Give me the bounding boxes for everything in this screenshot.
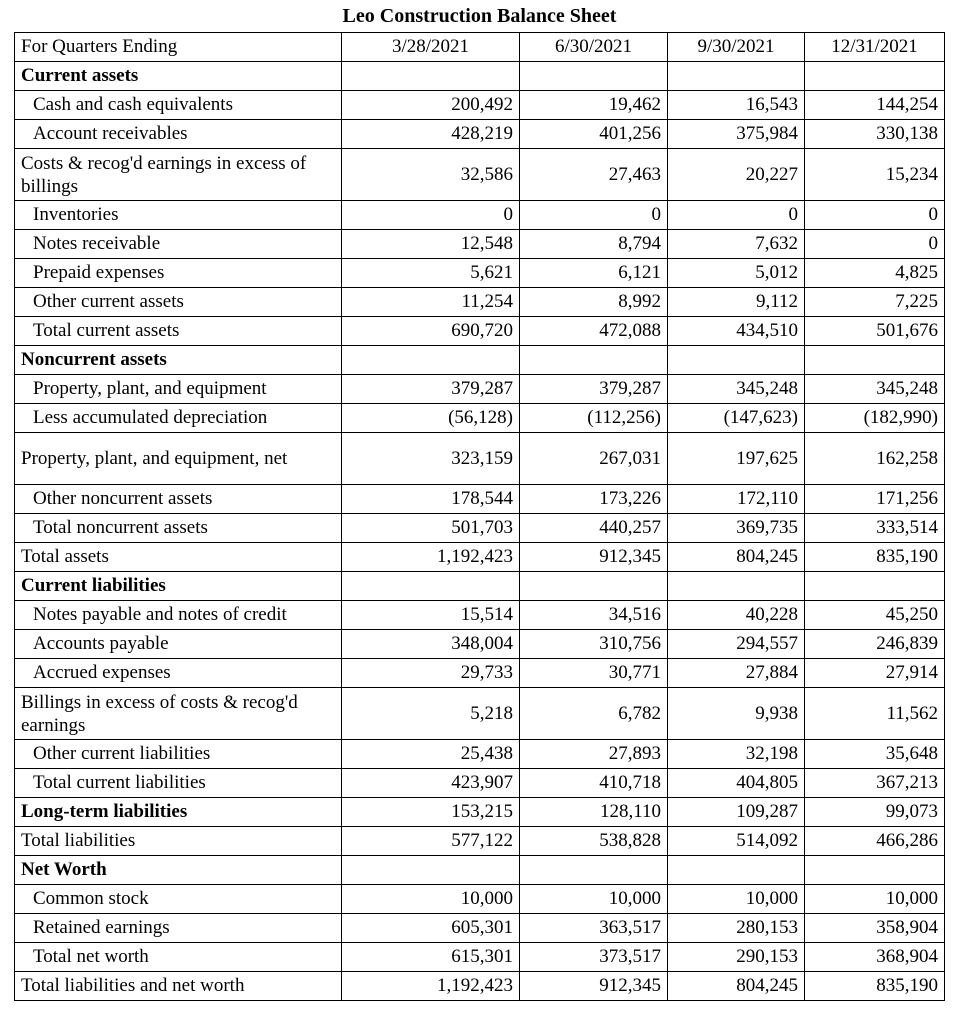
empty-cell — [805, 856, 945, 885]
empty-cell — [342, 62, 520, 91]
value-cell: 368,904 — [805, 943, 945, 972]
table-row — [15, 120, 945, 149]
table-row — [15, 375, 945, 404]
empty-cell — [668, 856, 805, 885]
empty-cell — [520, 346, 668, 375]
value-cell: 0 — [668, 201, 805, 230]
row-label: Other noncurrent assets — [15, 485, 342, 514]
empty-cell — [668, 62, 805, 91]
row-label: Total liabilities — [15, 827, 342, 856]
value-cell: 10,000 — [342, 885, 520, 914]
table-row — [15, 827, 945, 856]
value-cell: 15,514 — [342, 601, 520, 630]
table-row — [15, 769, 945, 798]
value-cell: 7,225 — [805, 288, 945, 317]
section-header-row — [15, 346, 945, 375]
value-cell: 290,153 — [668, 943, 805, 972]
value-cell: 34,516 — [520, 601, 668, 630]
value-cell: 173,226 — [520, 485, 668, 514]
value-cell: 6,121 — [520, 259, 668, 288]
row-label: Retained earnings — [15, 914, 342, 943]
empty-cell — [520, 62, 668, 91]
value-cell: 27,914 — [805, 659, 945, 688]
value-cell: 538,828 — [520, 827, 668, 856]
empty-cell — [520, 856, 668, 885]
value-cell: 348,004 — [342, 630, 520, 659]
row-label: Other current liabilities — [15, 740, 342, 769]
value-cell: (112,256) — [520, 404, 668, 433]
value-cell: 367,213 — [805, 769, 945, 798]
value-cell: 197,625 — [668, 433, 805, 485]
row-label: Prepaid expenses — [15, 259, 342, 288]
value-cell: 40,228 — [668, 601, 805, 630]
value-cell: 27,463 — [520, 149, 668, 201]
empty-cell — [342, 856, 520, 885]
value-cell: 379,287 — [520, 375, 668, 404]
value-cell: 9,938 — [668, 688, 805, 740]
table-row — [15, 514, 945, 543]
table-row — [15, 885, 945, 914]
row-label: Accrued expenses — [15, 659, 342, 688]
row-label: Total noncurrent assets — [15, 514, 342, 543]
value-cell: 4,825 — [805, 259, 945, 288]
value-cell: (56,128) — [342, 404, 520, 433]
value-cell: 345,248 — [805, 375, 945, 404]
row-label: Less accumulated depreciation — [15, 404, 342, 433]
value-cell: 577,122 — [342, 827, 520, 856]
value-cell: 428,219 — [342, 120, 520, 149]
row-label: Notes payable and notes of credit — [15, 601, 342, 630]
value-cell: 5,621 — [342, 259, 520, 288]
value-cell: 401,256 — [520, 120, 668, 149]
table-row — [15, 201, 945, 230]
value-cell: 434,510 — [668, 317, 805, 346]
section-label: Current liabilities — [15, 572, 342, 601]
value-cell: 29,733 — [342, 659, 520, 688]
table-row — [15, 317, 945, 346]
table-row — [15, 972, 945, 1001]
header-row — [15, 33, 945, 62]
table-row — [15, 259, 945, 288]
table-row — [15, 485, 945, 514]
value-cell: 345,248 — [668, 375, 805, 404]
value-cell: 11,562 — [805, 688, 945, 740]
value-cell: 373,517 — [520, 943, 668, 972]
table-row — [15, 943, 945, 972]
row-label: Property, plant, and equipment — [15, 375, 342, 404]
value-cell: 912,345 — [520, 543, 668, 572]
value-cell: 466,286 — [805, 827, 945, 856]
table-row — [15, 601, 945, 630]
value-cell: 323,159 — [342, 433, 520, 485]
value-cell: 99,073 — [805, 798, 945, 827]
table-row — [15, 288, 945, 317]
value-cell: 8,992 — [520, 288, 668, 317]
empty-cell — [668, 572, 805, 601]
row-label-wrapped: Billings in excess of costs & recog'd earnings — [15, 688, 342, 740]
table-row — [15, 91, 945, 120]
value-cell: 267,031 — [520, 433, 668, 485]
value-cell: 32,586 — [342, 149, 520, 201]
row-label: Common stock — [15, 885, 342, 914]
section-header-row — [15, 572, 945, 601]
value-cell: 501,703 — [342, 514, 520, 543]
value-cell: 615,301 — [342, 943, 520, 972]
value-cell: 0 — [520, 201, 668, 230]
row-label: Notes receivable — [15, 230, 342, 259]
empty-cell — [805, 62, 945, 91]
balance-sheet-table — [14, 32, 945, 1001]
row-label: Total liabilities and net worth — [15, 972, 342, 1001]
value-cell: 27,884 — [668, 659, 805, 688]
empty-cell — [342, 572, 520, 601]
value-cell: 5,218 — [342, 688, 520, 740]
value-cell: 690,720 — [342, 317, 520, 346]
value-cell: 246,839 — [805, 630, 945, 659]
row-label: Total current liabilities — [15, 769, 342, 798]
table-row — [15, 433, 945, 485]
row-label: Total net worth — [15, 943, 342, 972]
table-row — [15, 740, 945, 769]
section-header-row — [15, 856, 945, 885]
value-cell: 162,258 — [805, 433, 945, 485]
value-cell: 7,632 — [668, 230, 805, 259]
table-row — [15, 230, 945, 259]
section-label: Long-term liabilities — [15, 798, 342, 827]
value-cell: 605,301 — [342, 914, 520, 943]
value-cell: 10,000 — [520, 885, 668, 914]
value-cell: 310,756 — [520, 630, 668, 659]
header-label: For Quarters Ending — [15, 33, 342, 62]
value-cell: 25,438 — [342, 740, 520, 769]
value-cell: (147,623) — [668, 404, 805, 433]
value-cell: (182,990) — [805, 404, 945, 433]
value-cell: 472,088 — [520, 317, 668, 346]
value-cell: 109,287 — [668, 798, 805, 827]
value-cell: 1,192,423 — [342, 972, 520, 1001]
empty-cell — [668, 346, 805, 375]
row-label-wrapped: Costs & recog'd earnings in excess of billings — [15, 149, 342, 201]
value-cell: 514,092 — [668, 827, 805, 856]
value-cell: 375,984 — [668, 120, 805, 149]
section-header-row — [15, 62, 945, 91]
section-label: Current assets — [15, 62, 342, 91]
value-cell: 835,190 — [805, 972, 945, 1001]
header-date: 9/30/2021 — [668, 33, 805, 62]
value-cell: 15,234 — [805, 149, 945, 201]
value-cell: 501,676 — [805, 317, 945, 346]
value-cell: 35,648 — [805, 740, 945, 769]
value-cell: 280,153 — [668, 914, 805, 943]
value-cell: 16,543 — [668, 91, 805, 120]
value-cell: 0 — [342, 201, 520, 230]
value-cell: 172,110 — [668, 485, 805, 514]
value-cell: 30,771 — [520, 659, 668, 688]
table-row — [15, 543, 945, 572]
row-label: Cash and cash equivalents — [15, 91, 342, 120]
header-date: 3/28/2021 — [342, 33, 520, 62]
table-row — [15, 914, 945, 943]
header-date: 12/31/2021 — [805, 33, 945, 62]
table-row — [15, 404, 945, 433]
sheet-title: Leo Construction Balance Sheet — [342, 5, 617, 27]
value-cell: 404,805 — [668, 769, 805, 798]
value-cell: 294,557 — [668, 630, 805, 659]
value-cell: 410,718 — [520, 769, 668, 798]
value-cell: 6,782 — [520, 688, 668, 740]
value-cell: 171,256 — [805, 485, 945, 514]
value-cell: 333,514 — [805, 514, 945, 543]
value-cell: 379,287 — [342, 375, 520, 404]
empty-cell — [342, 346, 520, 375]
value-cell: 12,548 — [342, 230, 520, 259]
row-label: Accounts payable — [15, 630, 342, 659]
value-cell: 8,794 — [520, 230, 668, 259]
section-label: Noncurrent assets — [15, 346, 342, 375]
value-cell: 369,735 — [668, 514, 805, 543]
value-cell: 835,190 — [805, 543, 945, 572]
row-label: Other current assets — [15, 288, 342, 317]
value-cell: 10,000 — [668, 885, 805, 914]
row-label: Total assets — [15, 543, 342, 572]
value-cell: 178,544 — [342, 485, 520, 514]
empty-cell — [805, 346, 945, 375]
value-cell: 330,138 — [805, 120, 945, 149]
value-cell: 912,345 — [520, 972, 668, 1001]
value-cell: 423,907 — [342, 769, 520, 798]
value-cell: 45,250 — [805, 601, 945, 630]
section-label: Net Worth — [15, 856, 342, 885]
value-cell: 440,257 — [520, 514, 668, 543]
value-cell: 32,198 — [668, 740, 805, 769]
value-cell: 11,254 — [342, 288, 520, 317]
table-row — [15, 798, 945, 827]
value-cell: 27,893 — [520, 740, 668, 769]
table-row — [15, 149, 945, 201]
table-row — [15, 659, 945, 688]
table-row — [15, 688, 945, 740]
row-label-wrapped: Property, plant, and equipment, net — [15, 433, 342, 485]
value-cell: 1,192,423 — [342, 543, 520, 572]
row-label: Total current assets — [15, 317, 342, 346]
empty-cell — [805, 572, 945, 601]
value-cell: 0 — [805, 230, 945, 259]
value-cell: 0 — [805, 201, 945, 230]
value-cell: 358,904 — [805, 914, 945, 943]
value-cell: 20,227 — [668, 149, 805, 201]
value-cell: 19,462 — [520, 91, 668, 120]
empty-cell — [520, 572, 668, 601]
row-label: Inventories — [15, 201, 342, 230]
value-cell: 128,110 — [520, 798, 668, 827]
header-date: 6/30/2021 — [520, 33, 668, 62]
value-cell: 5,012 — [668, 259, 805, 288]
table-row — [15, 630, 945, 659]
value-cell: 9,112 — [668, 288, 805, 317]
value-cell: 200,492 — [342, 91, 520, 120]
value-cell: 144,254 — [805, 91, 945, 120]
value-cell: 153,215 — [342, 798, 520, 827]
row-label: Account receivables — [15, 120, 342, 149]
value-cell: 804,245 — [668, 543, 805, 572]
value-cell: 10,000 — [805, 885, 945, 914]
value-cell: 363,517 — [520, 914, 668, 943]
value-cell: 804,245 — [668, 972, 805, 1001]
